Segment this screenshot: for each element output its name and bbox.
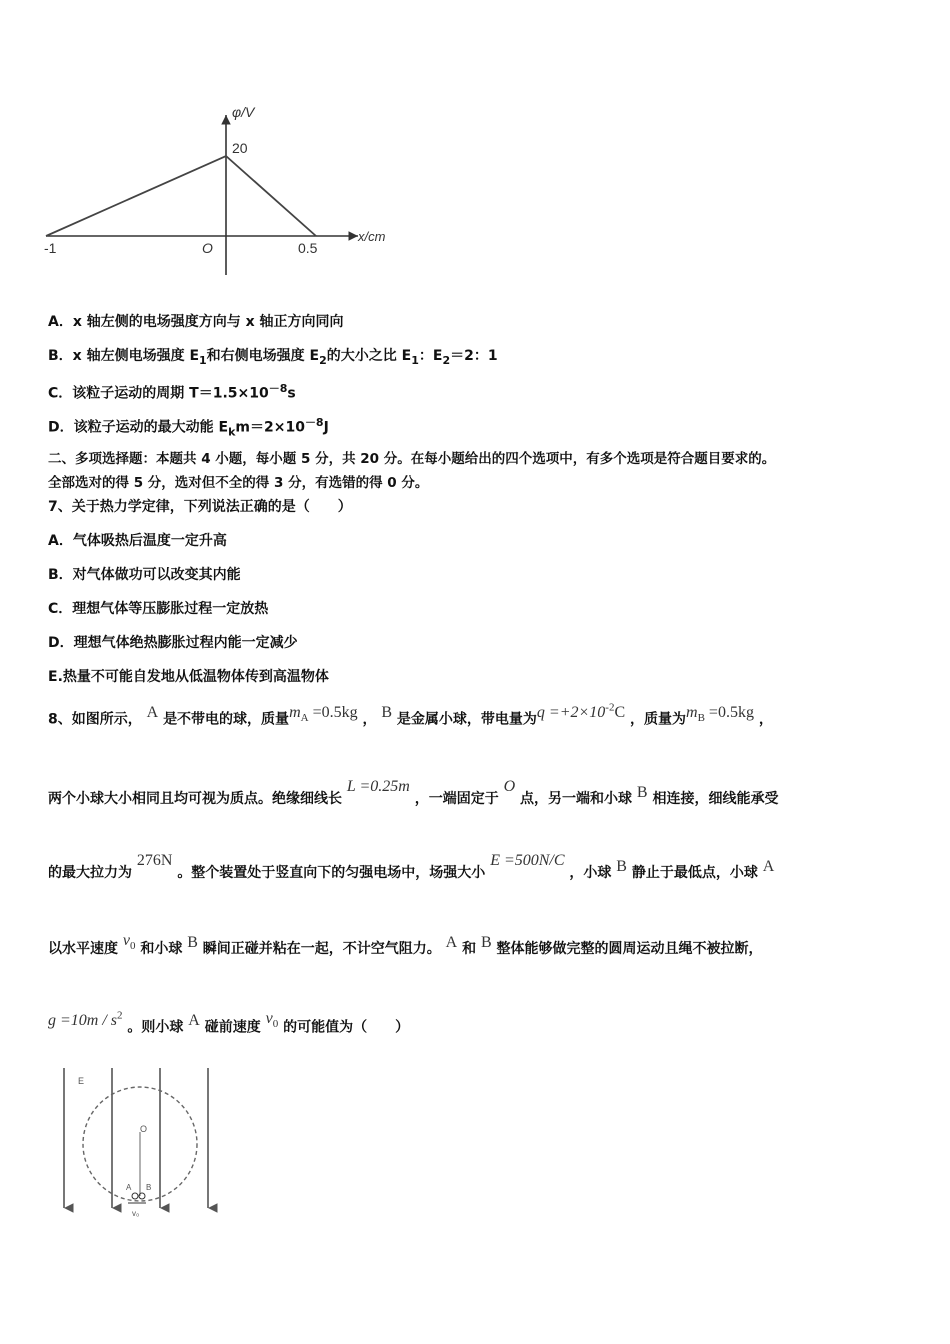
q6-c-end: s xyxy=(287,385,296,402)
section2-line2: 全部选对的得 5 分，选对但不全的得 3 分，有选错的得 0 分。 xyxy=(48,475,429,491)
q6-b-end: ＝2：1 xyxy=(450,348,498,364)
q8-l4-c: 瞬间正碰并粘在一起，不计空气阻力。 xyxy=(202,941,441,957)
x-axis-label: x/cm xyxy=(358,229,386,244)
q8-l1-b: 是不带电的球，质量 xyxy=(163,711,290,728)
q6-c-sup: －8 xyxy=(268,382,288,395)
q8-l5-ball-a: A xyxy=(188,1012,200,1030)
q8-l3-d: 静止于最低点，小球 xyxy=(631,865,758,881)
q6-d-mid: m＝2×10 xyxy=(235,419,305,436)
q8-l1-e: ，质量为 xyxy=(630,711,687,728)
q7-option-b: B．对气体做功可以改变其内能 xyxy=(48,567,241,583)
origin-label: O xyxy=(202,240,213,256)
q8-gravity-sup: 2 xyxy=(117,1010,123,1022)
ball-b-label: B xyxy=(146,1183,152,1192)
q8-l2-a: 两个小球大小相同且均可视为质点。绝缘细线长 xyxy=(48,791,342,807)
q8-point-o: O xyxy=(503,778,516,795)
q6-d-sub: k xyxy=(228,425,236,439)
q8-gravity: g =10m / s xyxy=(48,1012,118,1030)
point-o-label: O xyxy=(140,1124,148,1134)
q8-l3-a: 的最大拉力为 xyxy=(48,865,132,881)
q8-l1-d: 是金属小球，带电量为 xyxy=(396,711,537,728)
q6-b-sub3: 1 xyxy=(411,353,419,367)
q8-l2-ball-b: B xyxy=(636,784,648,801)
q8-length: L =0.25m xyxy=(346,778,410,795)
q6-d-end: J xyxy=(323,419,329,436)
ball-a-label: A xyxy=(126,1183,132,1192)
q8-charge-unit: C xyxy=(614,704,626,722)
q8-l5-v0-sub: 0 xyxy=(272,1018,279,1031)
q7-stem: 7、关于热力学定律，下列说法正确的是（ ） xyxy=(48,499,352,515)
q7-option-d: D．理想气体绝热膨胀过程内能一定减少 xyxy=(48,635,298,651)
q8-l4-e: 整体能够做完整的圆周运动且绳不被拉断， xyxy=(496,941,763,957)
field-circle-figure xyxy=(50,1062,230,1222)
y-tick-20: 20 xyxy=(232,140,248,156)
q8-l3-c: ，小球 xyxy=(569,865,612,881)
q8-l3-ball-a: A xyxy=(762,858,775,875)
x-tick-left: -1 xyxy=(44,240,57,256)
q8-l2-b: ，一端固定于 xyxy=(414,791,499,807)
v0-label: v₀ xyxy=(132,1209,140,1218)
q7-option-e: E.热量不可能自发地从低温物体传到高温物体 xyxy=(48,669,329,685)
q8-line2 xyxy=(48,778,779,808)
q6-c-text: C．该粒子运动的周期 T＝1.5×10 xyxy=(48,385,269,402)
q8-l4-ball-a: A xyxy=(445,934,458,951)
q8-mass-a-sub: A xyxy=(300,712,309,725)
potential-graph xyxy=(40,95,410,285)
q8-field-strength: E =500N/C xyxy=(490,852,565,869)
q8-l2-c: 点，另一端和小球 xyxy=(520,791,633,807)
q8-l3-ball-b: B xyxy=(616,858,627,875)
q6-b-mid: 和右侧电场强度 E xyxy=(206,348,320,364)
q8-charge: q =+2×10 xyxy=(536,704,606,722)
ball-a xyxy=(132,1193,138,1199)
q8-line3 xyxy=(48,852,775,882)
q6-b-sub4: 2 xyxy=(442,353,451,367)
q8-line5 xyxy=(48,1010,410,1042)
q8-v0-symbol: v xyxy=(122,932,130,949)
q8-line4 xyxy=(48,932,763,963)
q8-l4-d: 和 xyxy=(462,941,477,957)
q6-option-a: A．x 轴左侧的电场强度方向与 x 轴正方向同向 xyxy=(48,314,344,330)
section2-line1: 二、多项选择题：本题共 4 小题，每小题 5 分，共 20 分。在每小题给出的四个选项中，有多个选项是符合题目要求的。 xyxy=(48,451,776,467)
q8-mass-b-sub: B xyxy=(697,712,705,725)
q8-mass-b-symbol: m xyxy=(686,704,698,722)
q6-b-text: B．x 轴左侧电场强度 E xyxy=(48,348,200,364)
q6-b-mid2: 的大小之比 E xyxy=(326,348,412,364)
q8-l3-b: 。整个装置处于竖直向下的匀强电场中，场强大小 xyxy=(177,865,486,881)
x-tick-right: 0.5 xyxy=(298,240,318,256)
q8-l2-d: 相连接，细线能承受 xyxy=(652,791,779,807)
potential-curve xyxy=(46,156,316,236)
q8-mass-a-value: =0.5kg xyxy=(312,704,358,722)
q8-v0-sub: 0 xyxy=(129,940,136,953)
q8-l5-b: 碰前速度 xyxy=(204,1019,261,1036)
q8-l4-ball-b2: B xyxy=(480,934,492,951)
q8-l1-f: ， xyxy=(758,711,773,728)
y-axis-label: φ/V xyxy=(232,104,255,120)
q6-d-sup: －8 xyxy=(304,416,324,429)
q8-l5-a: 。则小球 xyxy=(127,1019,184,1036)
q8-l1-c: ， xyxy=(362,711,377,728)
q8-charge-sup: -2 xyxy=(605,702,615,714)
q6-d-text: D．该粒子运动的最大动能 E xyxy=(48,419,229,436)
field-label-e: E xyxy=(78,1076,85,1086)
q6-option-d xyxy=(48,414,329,441)
q8-l4-a: 以水平速度 xyxy=(48,941,118,957)
q8-l1-ball-b: B xyxy=(381,704,393,722)
q6-option-c xyxy=(48,380,296,403)
q7-option-a: A．气体吸热后温度一定升高 xyxy=(48,533,227,549)
q6-option-b xyxy=(48,347,498,370)
q8-mass-a-symbol: m xyxy=(289,704,301,722)
q8-l4-ball-b: B xyxy=(187,934,198,951)
q8-line1 xyxy=(48,702,773,734)
q8-l5-v0-symbol: v xyxy=(265,1010,273,1028)
q6-b-mid3: ：E xyxy=(418,348,443,364)
q8-mass-b-value: =0.5kg xyxy=(708,704,754,722)
q8-l1-a: 8、如图所示， xyxy=(48,711,142,728)
q8-l4-b: 和小球 xyxy=(140,941,183,957)
q8-l1-ball-a: A xyxy=(146,704,159,722)
q6-b-sub1: 1 xyxy=(199,353,207,367)
q8-max-tension: 276N xyxy=(136,852,173,869)
q8-l5-c: 的可能值为（ ） xyxy=(283,1019,410,1036)
q7-option-c: C．理想气体等压膨胀过程一定放热 xyxy=(48,601,269,617)
q6-b-sub2: 2 xyxy=(319,353,327,367)
